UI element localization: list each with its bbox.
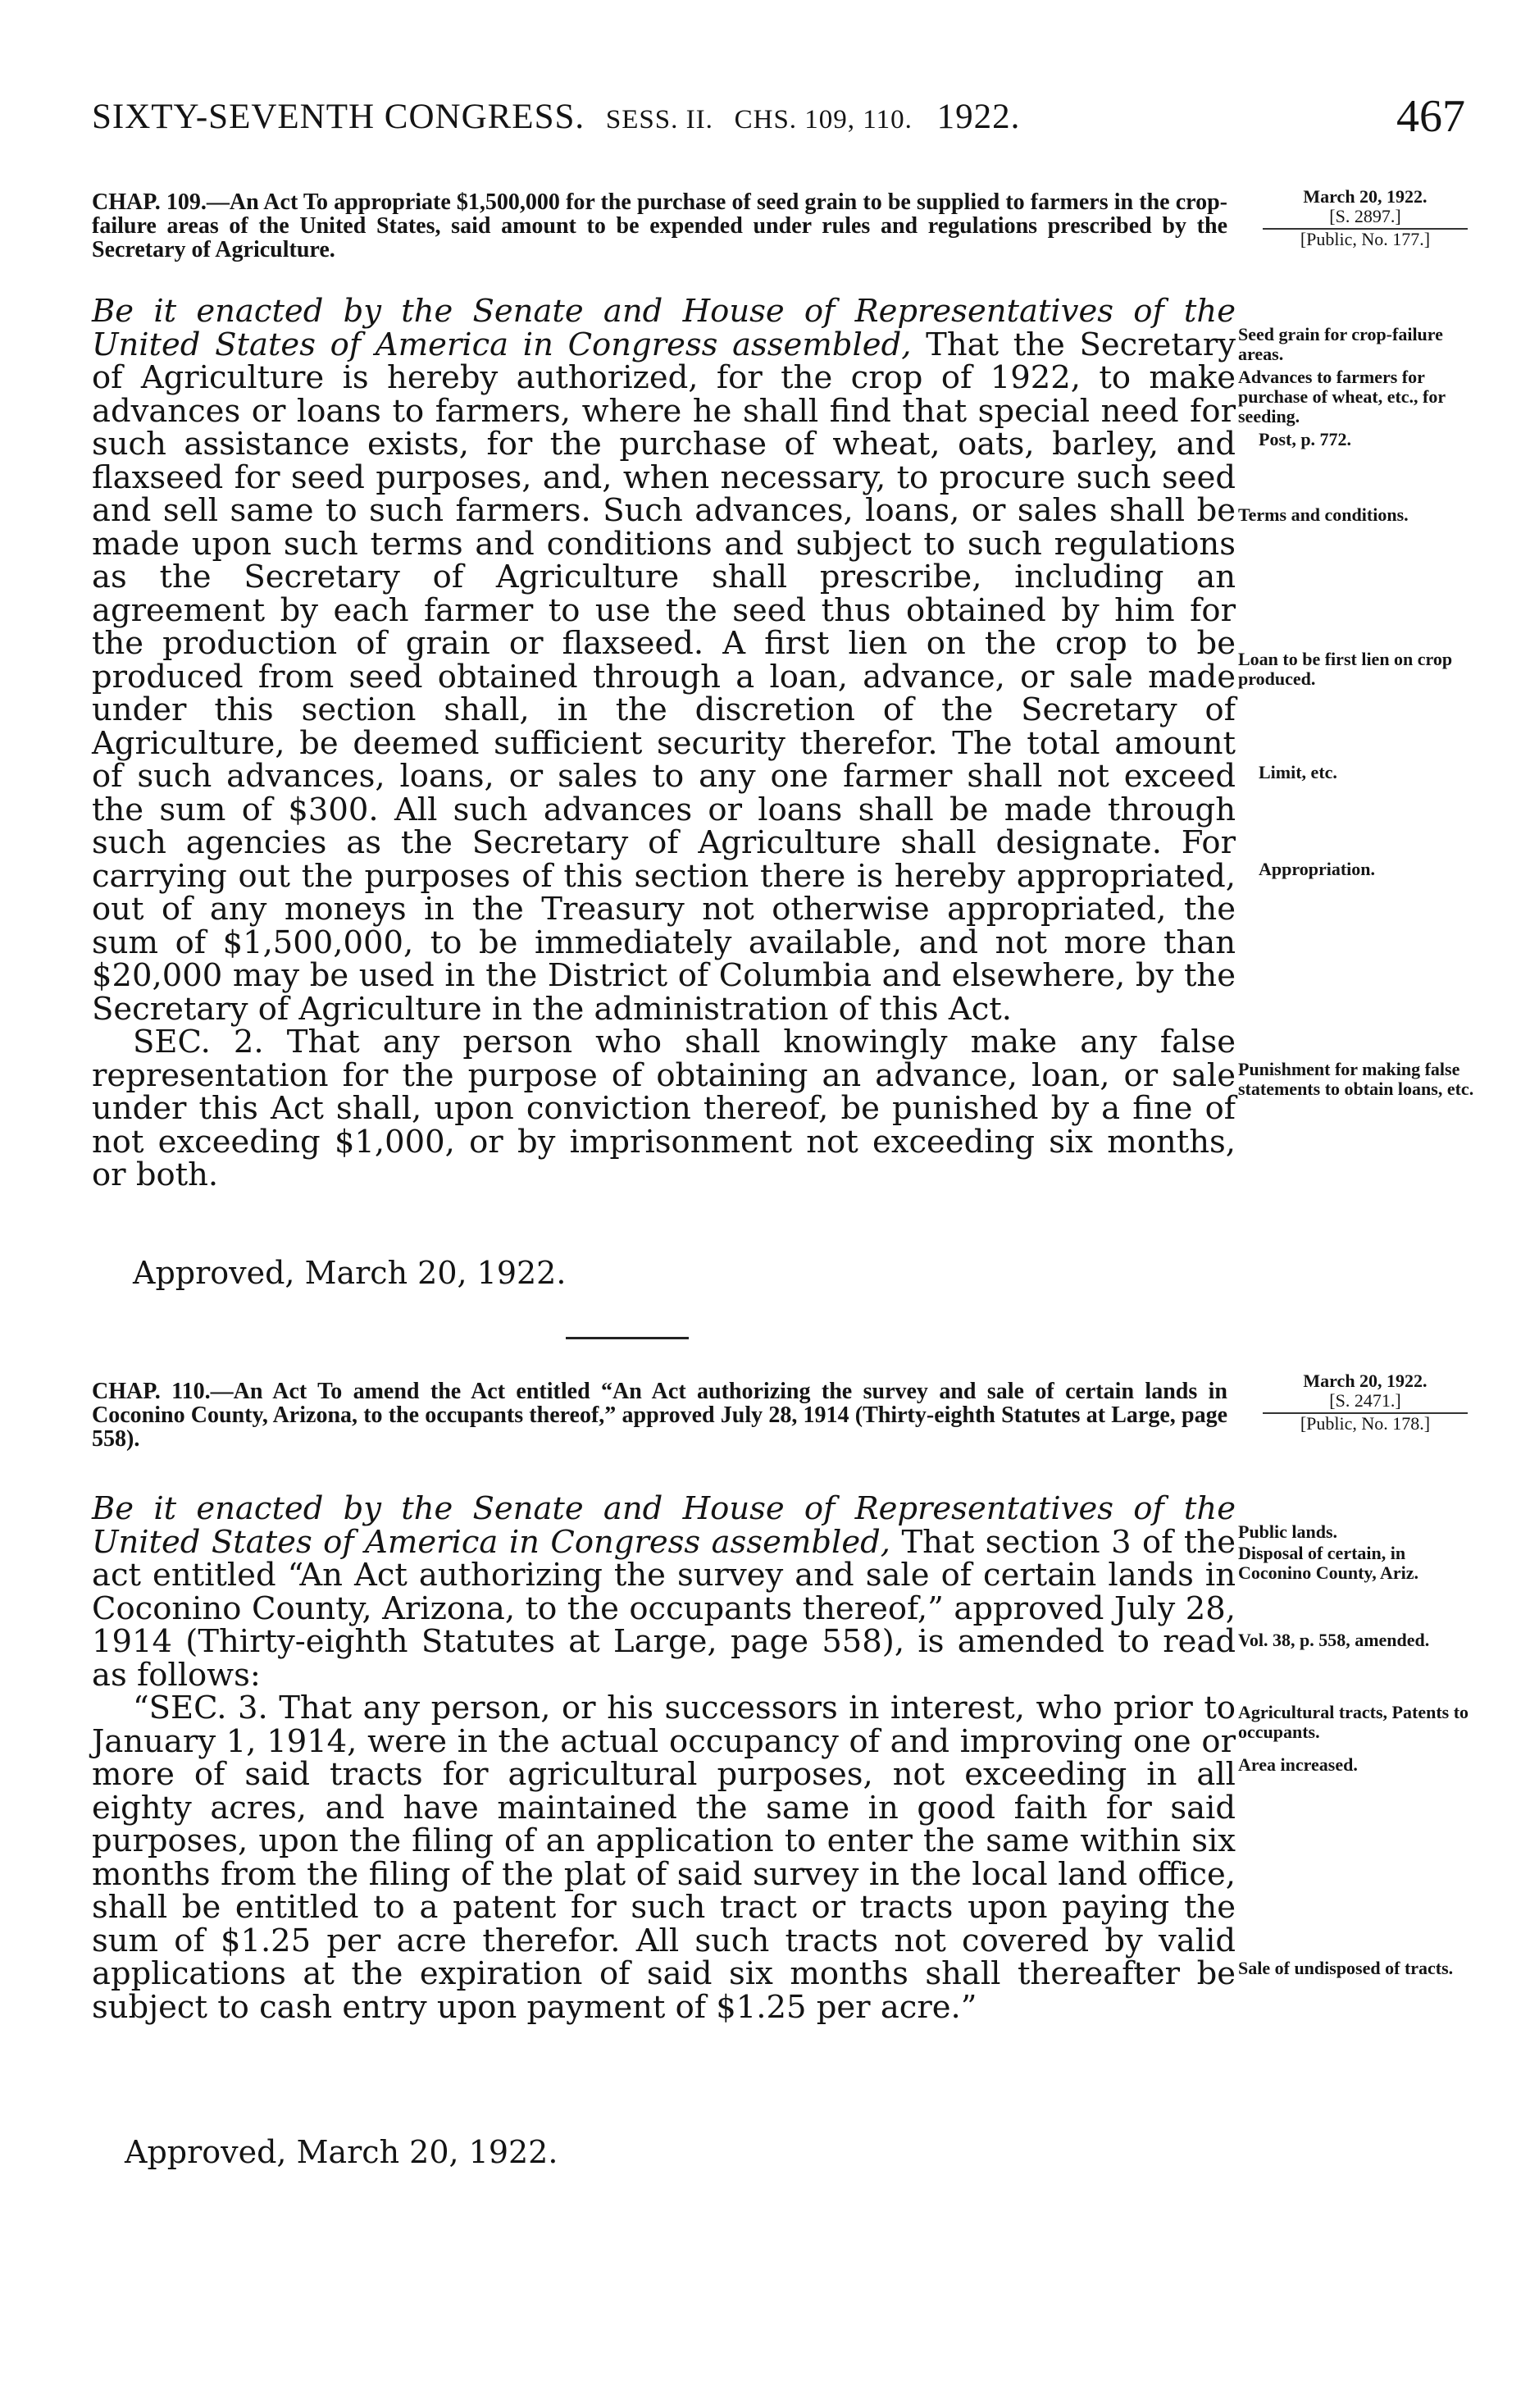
margin-agricultural: Agricultural tracts, Patents to occupants. bbox=[1238, 1702, 1469, 1742]
chap109-reference bbox=[1263, 187, 1468, 249]
chap109-senate-bill: [S. 2897.] bbox=[1329, 206, 1401, 226]
margin-sale: Sale of undisposed of tracts. bbox=[1238, 1958, 1454, 1978]
chap109-sec2-lead: SEC. 2. bbox=[133, 1024, 264, 1060]
margin-appropriation: Appropriation. bbox=[1259, 859, 1376, 879]
margin-seed-grain: Seed grain for crop-failure areas. bbox=[1238, 324, 1443, 364]
chapters-label: CHS. 109, 110. bbox=[734, 105, 913, 135]
chap109-body bbox=[92, 295, 1236, 1193]
margin-punishment: Punishment for making false statements to obtain loans, etc. bbox=[1238, 1059, 1474, 1099]
chap109-approved: Approved, March 20, 1922. bbox=[133, 1255, 567, 1291]
margin-disposal: Disposal of certain, in Coconino County, Ariz. bbox=[1238, 1543, 1419, 1583]
chap109-section1-text: That the Secretary of Agriculture is hereby authorized, for the crop of 1922, to make advances or loans to farmers, where he shall find that special need for such assistance exists, for the purchase of wheat, oats, barley, and flaxseed for seed purposes, and, when necessary, to procure such seed and sell same to such farmers. Such advances, loans, or sales shall be made upon such terms and conditions and subject to such regulations as the Secretary of Agriculture shall prescribe, including an agreement by each farmer to use the seed thus obtained by him for the production of grain or flaxseed. A first lien on the crop to be produced from seed obtained through a loan, advance, or sale made under this section shall, in the discretion of the Secretary of Agriculture, be deemed sufficient security therefor. The total amount of such advances, loans, or sales to any one farmer shall not exceed the sum of $300. All such advances or loans shall be made through such agencies as the Secretary of Agriculture shall designate. For carrying out the purposes of this section there is hereby appropriated, out of any moneys in the Treasury not otherwise appropriated, the sum of $1,500,000, to be immediately available, and not more than $20,000 may be used in the District of Columbia and elsewhere, by the Secretary of Agriculture in the administration of this Act. bbox=[92, 326, 1236, 1028]
chap110-enacting-clause: Be it enacted by the Senate and House of Representatives of the United States of America in Congress assembled, bbox=[92, 1490, 1236, 1561]
chap109-section2 bbox=[92, 1026, 1236, 1193]
session-label: SESS. II. bbox=[605, 105, 713, 135]
margin-limit: Limit, etc. bbox=[1259, 762, 1337, 782]
margin-public-lands: Public lands. bbox=[1238, 1521, 1338, 1542]
margin-terms: Terms and conditions. bbox=[1238, 504, 1409, 525]
chap110-senate-bill: [S. 2471.] bbox=[1329, 1390, 1401, 1411]
chap110-section1-text: That section 3 of the act entitled “An Act authorizing the survey and sale of certain lands in Coconino County, Arizona, to the occupants thereof,” approved July 28, 1914 (Thirty-eighth Statutes at Large, page 558), is amended to read as follows: bbox=[92, 1523, 1236, 1694]
running-head bbox=[92, 97, 1020, 137]
margin-advances: Advances to farmers for purchase of wheat, etc., for seeding. bbox=[1238, 367, 1446, 426]
page-header bbox=[92, 91, 1465, 162]
year-label: 1922. bbox=[936, 98, 1021, 136]
chap109-enacting-clause: Be it enacted by the Senate and House of Representatives of the United States of America in Congress assembled, bbox=[92, 293, 1236, 363]
chap110-caption: CHAP. 110.—An Act To amend the Act entitled “An Act authorizing the survey and sale of certain lands in Coconino County, Arizona, to the occupants thereof,” approved July 28, 1914 (Thirty-eighth Statutes at Large, page 558). bbox=[92, 1379, 1227, 1452]
margin-post: Post, p. 772. bbox=[1259, 429, 1352, 449]
margin-vol38: Vol. 38, p. 558, amended. bbox=[1238, 1630, 1430, 1650]
chap109-section1 bbox=[92, 295, 1236, 1026]
page-number: 467 bbox=[1396, 91, 1465, 142]
chap109-date: March 20, 1922. bbox=[1303, 186, 1428, 207]
chap109-caption: CHAP. 109.—An Act To appropriate $1,500,000 for the purchase of seed grain to be supplied to farmers in the crop-failure areas of the United States, said amount to be expended under rules and regulations prescribed by the Secretary of Agriculture. bbox=[92, 189, 1227, 262]
chap110-date: March 20, 1922. bbox=[1303, 1370, 1428, 1391]
margin-area: Area increased. bbox=[1238, 1754, 1358, 1775]
chap110-approved: Approved, March 20, 1922. bbox=[125, 2134, 558, 2170]
congress-label: SIXTY-SEVENTH CONGRESS. bbox=[92, 98, 585, 136]
chap110-section1 bbox=[92, 1490, 1236, 1694]
chap110-body bbox=[92, 1490, 1236, 2026]
chap110-section3 bbox=[92, 1692, 1236, 2024]
chap110-section3-text: “SEC. 3. That any person, or his successors in interest, who prior to January 1, 1914, were in the actual occupancy of and improving one or more of said tracts for agricultural purposes, not exceeding in all eighty acres, and have maintained the same in good faith for said purposes, upon the filing of an application to enter the same within six months from the filing of the plat of said survey in the local land office, shall be entitled to a patent for such tract or tracts upon paying the sum of $1.25 per acre therefor. All such tracts not covered by valid applications at the expiration of said six months shall thereafter be subject to cash entry upon payment of $1.25 per acre.” bbox=[92, 1690, 1236, 2026]
chap110-public-no: [Public, No. 178.] bbox=[1300, 1413, 1431, 1434]
chap110-reference bbox=[1263, 1371, 1468, 1434]
chap109-section2-text: That any person who shall knowingly make any false representation for the purpose of obtaining an advance, loan, or sale under this Act shall, upon conviction thereof, be punished by a fine of not exceeding $1,000, or by imprisonment not exceeding six months, or both. bbox=[92, 1024, 1236, 1193]
section-divider bbox=[566, 1337, 689, 1339]
margin-loan-lien: Loan to be first lien on crop produced. bbox=[1238, 649, 1453, 689]
chap109-public-no: [Public, No. 177.] bbox=[1300, 229, 1431, 249]
